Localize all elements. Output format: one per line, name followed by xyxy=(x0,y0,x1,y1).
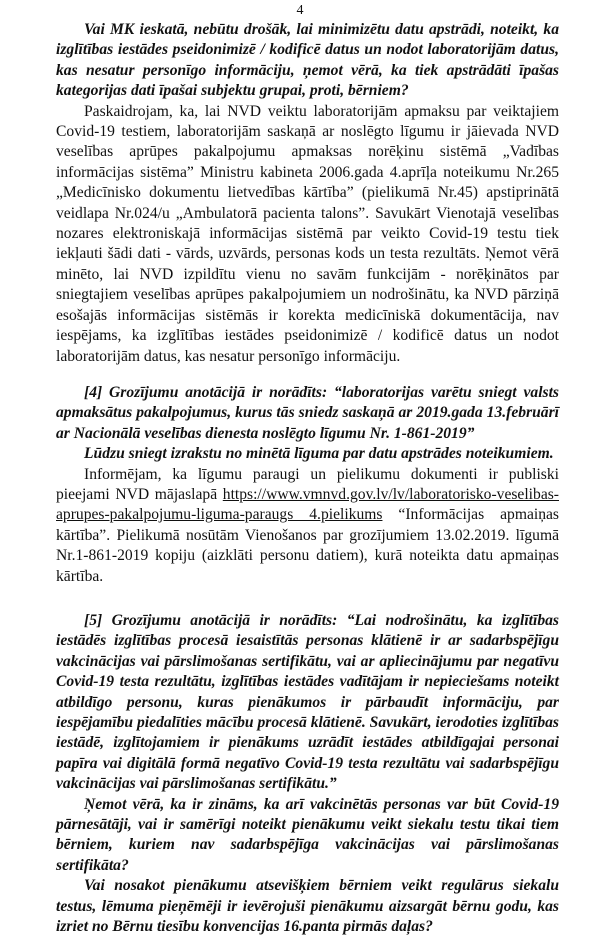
document-body xyxy=(56,20,559,937)
paragraph-answer-contract-start: Informējam, ka līgumu paraugi un pielikumu dokumenti ir publiski pieejami NVD mājaslapā xyxy=(56,465,559,503)
paragraph-question-vaccinated: Ņemot vērā, ka ir zināms, ka arī vakcinētās personas var būt Covid-19 pārnesātāji, vai ir samērīgi noteikt pienākumu veikt siekalu testu tikai tiem bērniem, kuriem nav sadarbspējīga vakcinācijas vai pārslimošanas sertifikāta? xyxy=(56,795,559,874)
paragraph-answer-contract-end: “Informācijas apmaiņas kārtība”. Pielikumā nosūtām Vienošanos par grozījumiem 13.02.2019. līgumā Nr.1-861-2019 kopiju (aizklāti personu datiem), kurā noteikta datu apmaiņas kārtība. xyxy=(56,506,559,585)
paragraph-item-5: [5] Grozījumu anotācijā ir norādīts: “Lai nodrošinātu, ka izglītības iestādēs izglītības procesā iesaistītās personas klātienē ir ar sadarbspējīgu vakcinācijas vai pārslimošanas sertifikātu, vai ar apliecinājumu par negatīvu Covid-19 testa rezultātu, izglītības iestādes vadītājam ir nepieciešams noteikt atbildīgo personu, kuras pienākumos ir pārbaudīt informāciju, par iespējamību piedalīties mācību procesā klātienē. Savukārt, ierodoties izglītības iestādē, izglītojamiem ir pienākums uzrādīt iestādes atbildīgajai personai papīra vai digitālā formā negatīvo Covid-19 testa rezultātu vai sadarbspējīgu vakcinācijas vai pārslimošanas sertifikātu.” xyxy=(56,611,559,793)
paragraph-answer-contract xyxy=(56,465,559,587)
paragraph-answer-nvd: Paskaidrojam, ka, lai NVD veiktu laboratorijām apmaksu par veiktajiem Covid-19 testiem, laboratorijām saskaņā ar noslēgto līgumu ir jāievada NVD veselības aprūpes pakalpojumu apmaksas norēķinu sistēmā „Vadības informācijas sistēma” Ministru kabineta 2006.gada 4.aprīļa noteikumu Nr.265 „Medicīnisko dokumentu lietvedības kārtība” (pielikumā Nr.45) apstiprinātā veidlapa Nr.024/u „Ambulatorā pacienta talons”. Savukārt Vienotajā veselības nozares elektroniskajā informācijas sistēmā par veikto Covid-19 testu tiek iekļauti šādi dati - vārds, uzvārds, personas kods un testa rezultāts. Ņemot vērā minēto, lai NVD izpildītu vienu no savām funkcijām - norēķinātos par sniegtajiem veselības aprūpes pakalpojumiem un nodrošinātu, ka NVD pārziņā esošajās informācijas sistēmās ir korekta medicīniskā dokumentācija, nav iespējams, ka izglītības iestādes pseidonimizē / kodificē datus un nodot laboratorijām datus, kas nesatur personīgo informāciju. xyxy=(56,102,559,365)
paragraph-item-4: [4] Grozījumu anotācijā ir norādīts: “laboratorijas varētu sniegt valsts apmaksātus pakalpojumus, kurus tās sniedz saskaņā ar 2019.gada 13.februārī ar Nacionālā veselības dienesta noslēgto līgumu Nr. 1-861-2019” xyxy=(56,383,559,442)
paragraph-question-child-honor: Vai nosakot pienākumu atsevišķiem bērniem veikt regulārus siekalu testus, lēmuma pieņēmēji ir ievērojuši pienākumu aizsargāt bērnu godu, kas izriet no Bērnu tiesību konvencijas 16.panta pirmās daļas? xyxy=(56,877,559,936)
paragraph-request-extract: Lūdzu sniegt izrakstu no minētā līguma par datu apstrādes noteikumiem. xyxy=(84,445,554,463)
page-number: 4 xyxy=(296,3,304,18)
nvd-website-link[interactable]: https://www.vmnvd.gov.lv/lv/laboratorisko-veselibas-aprupes-pakalpojumu-liguma-paraugs 4.pielikums xyxy=(56,485,559,524)
paragraph-question-pseudonymization: Vai MK ieskatā, nebūtu drošāk, lai minimizētu datu apstrādi, noteikt, ka izglītības iestādes pseidonimizē / kodificē datus un nodot laboratorijām datus, kas nesatur personīgo informāciju, ņemot vērā, ka tiek apstrādāti īpašas kategorijas dati īpašai subjektu grupai, proti, bērniem? xyxy=(56,21,559,100)
